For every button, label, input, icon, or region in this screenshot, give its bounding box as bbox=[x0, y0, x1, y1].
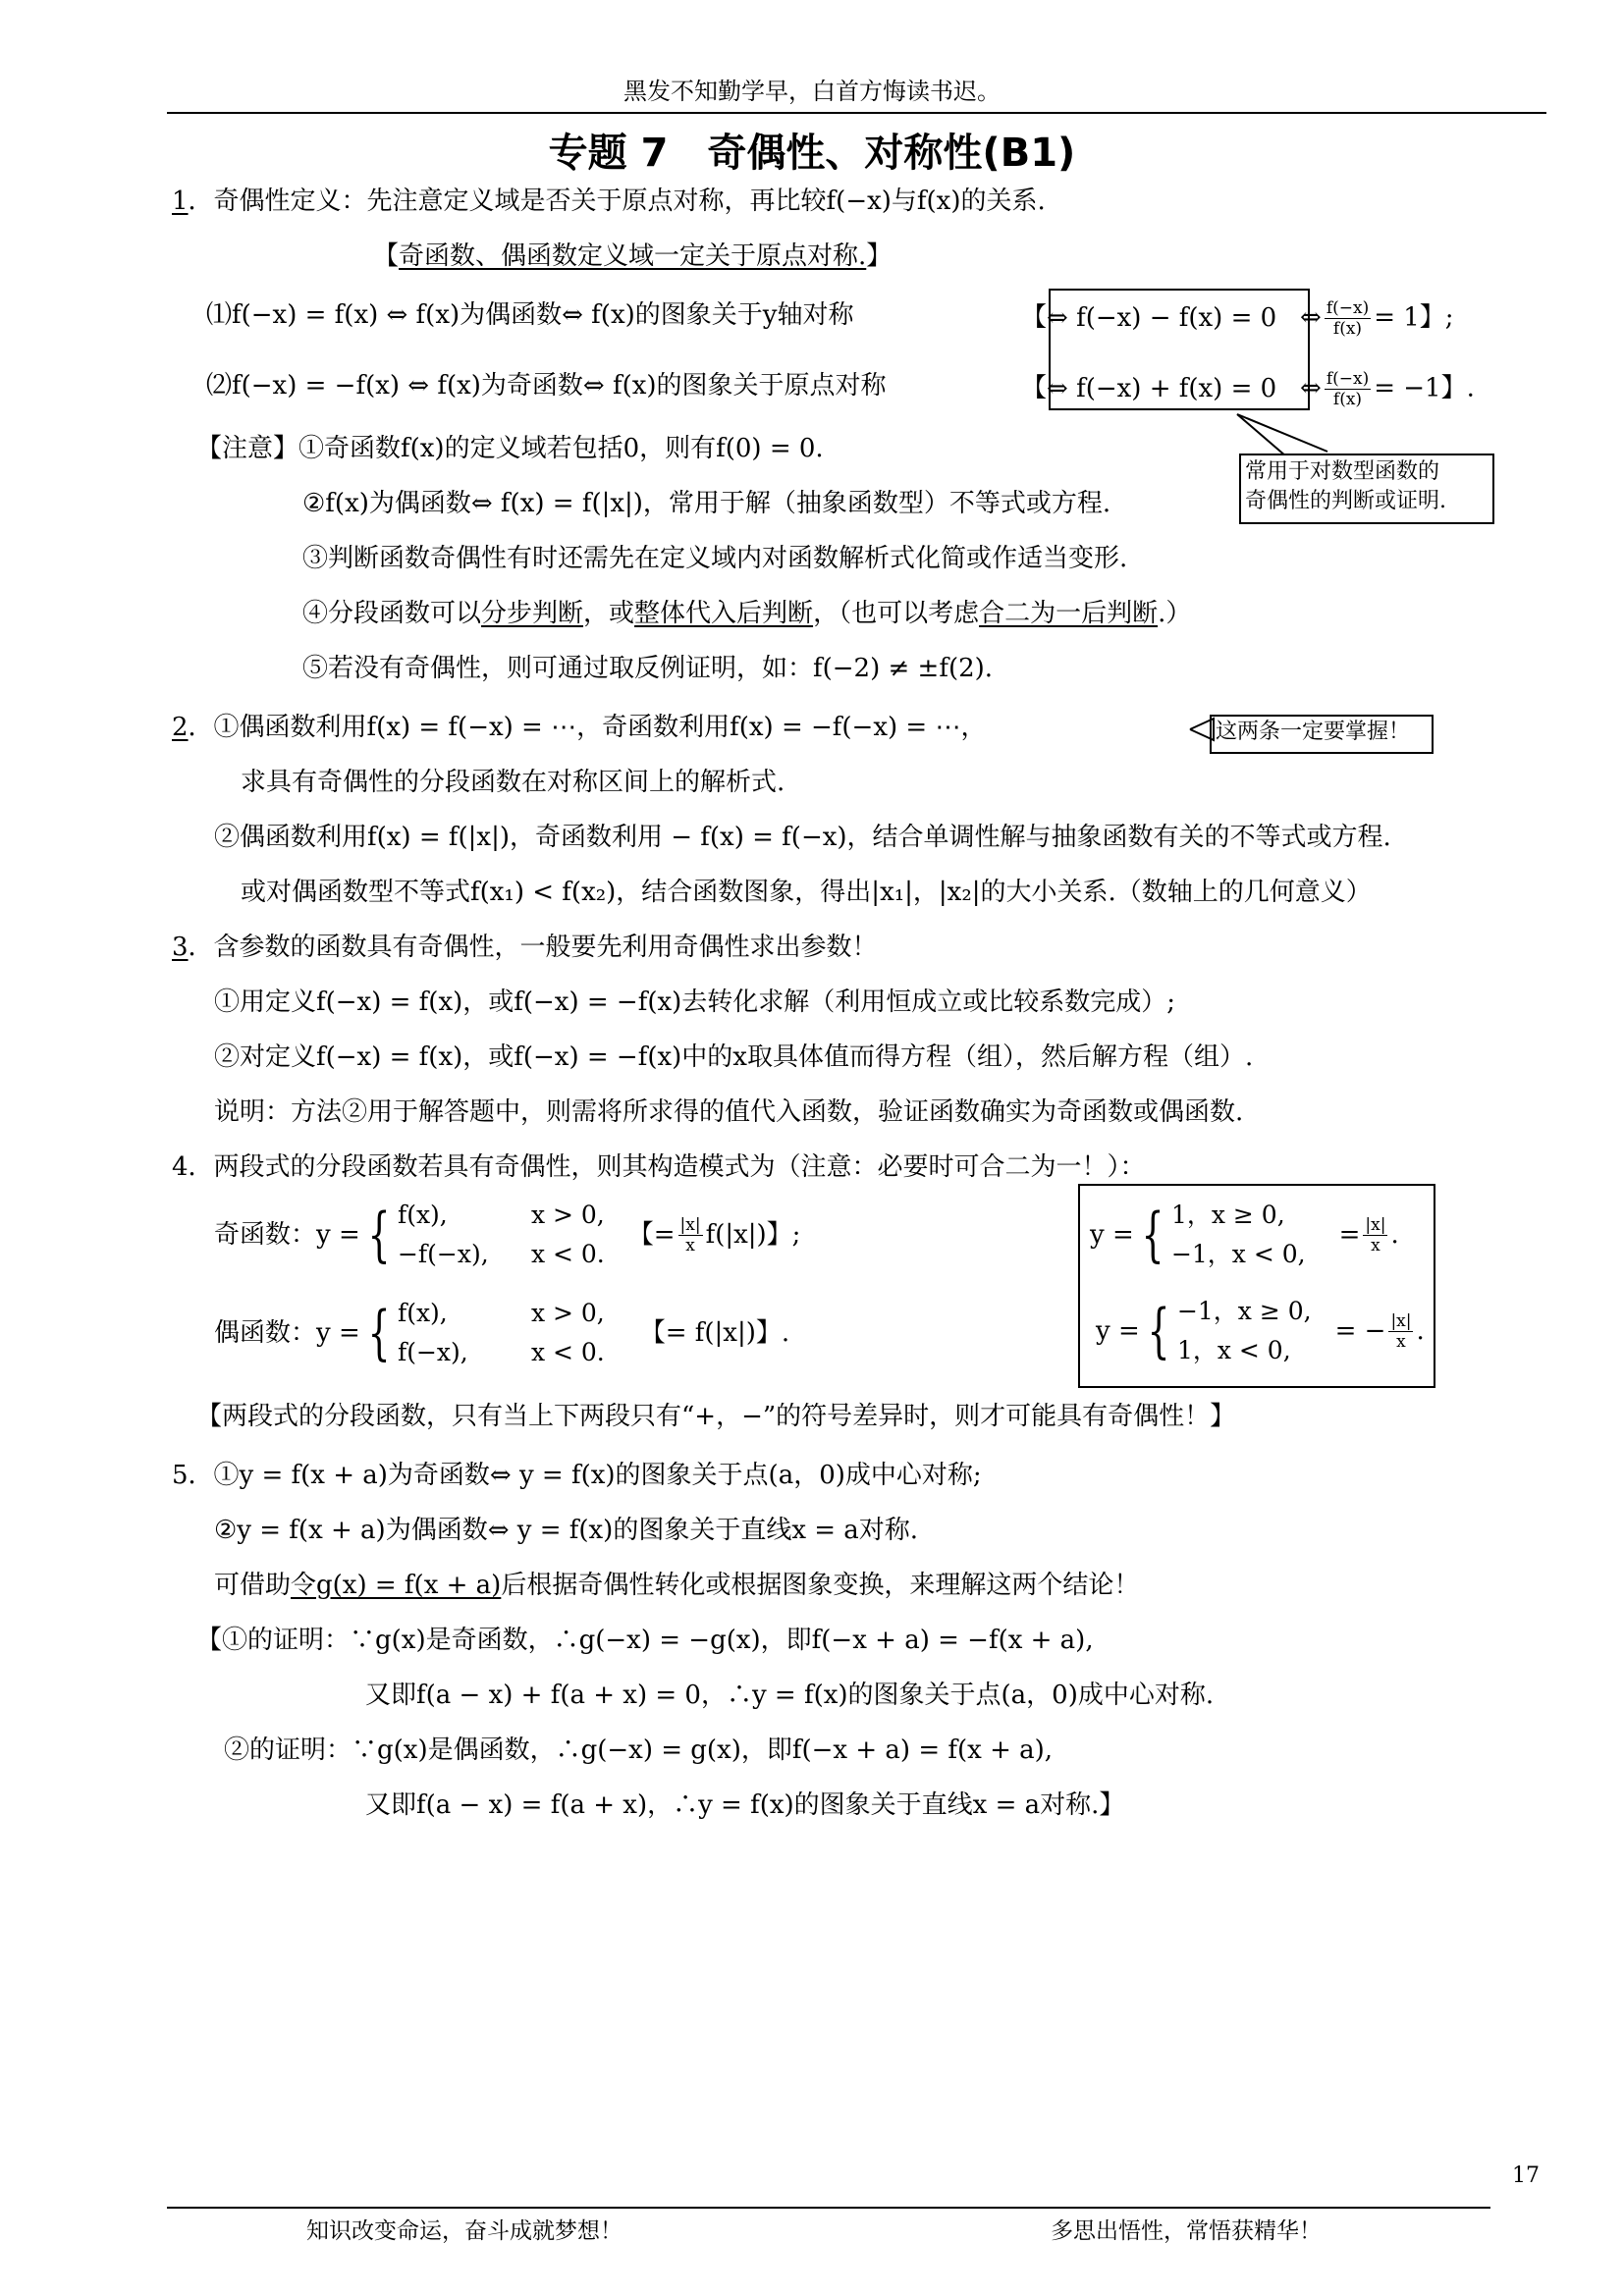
proof-1-line-2: 又即f(a − x) + f(a + x) = 0，∴y = f(x)的图象关于点(a，0)成中心对称. bbox=[365, 1681, 1215, 1710]
proof-1-line-1: 【①的证明：∵g(x)是奇函数，∴g(−x) = −g(x)，即f(−x + a) = −f(x + a), bbox=[196, 1626, 1094, 1655]
callout-line-1: 常用于对数型函数的 bbox=[1245, 459, 1440, 484]
note-2: ②f(x)为偶函数⇔ f(x) = f(|x|)，常用于解（抽象函数型）不等式或方程. bbox=[302, 489, 1111, 518]
sign-piecewise-a: y = { 1，x ≥ 0, −1，x < 0, = $\frac{|x|}{x}$ . bbox=[1090, 1201, 1399, 1269]
section-1-intro: 1．奇偶性定义：先注意定义域是否关于原点对称，再比较f(−x)与f(x)的关系. bbox=[172, 187, 1046, 216]
section-5-line-1: 5．①y = f(x + a)为奇函数⇔ y = f(x)的图象关于点(a，0)成中心对称; bbox=[172, 1461, 982, 1490]
footer-left-motto: 知识改变命运，奋斗成就梦想！ bbox=[306, 2218, 623, 2244]
note-5: ⑤若没有奇偶性，则可通过取反例证明，如：f(−2) ≠ ±f(2). bbox=[302, 654, 994, 683]
domain-note: 【奇函数、偶函数定义域一定关于原点对称.】 bbox=[373, 241, 893, 271]
odd-equivalence: 【⇔ f(−x) + f(x) = 0 ⇔ $\frac{f(-x)}{f(x)}$ = −1】. bbox=[1021, 369, 1475, 409]
sign-piecewise-b: y = { −1，x ≥ 0, 1，x < 0, = − $\frac{|x|}{x}$ . bbox=[1096, 1297, 1425, 1365]
section-number: 2 bbox=[172, 713, 189, 742]
section-4-intro: 4．两段式的分段函数若具有奇偶性，则其构造模式为（注意：必要时可合二为一！）： bbox=[172, 1152, 1146, 1182]
section-number: 1 bbox=[172, 187, 189, 216]
footer-right-motto: 多思出悟性，常悟获精华！ bbox=[1051, 2218, 1322, 2244]
note-3: ③判断函数奇偶性有时还需先在定义域内对函数解析式化简或作适当变形. bbox=[302, 544, 1128, 573]
section-2-line-3: ②偶函数利用f(x) = f(|x|)，奇函数利用 − f(x) = f(−x)，结合单调性解与抽象函数有关的不等式或方程. bbox=[214, 823, 1391, 852]
odd-definition: ⑵f(−x) = −f(x) ⇔ f(x)为奇函数⇔ f(x)的图象关于原点对称 bbox=[206, 371, 887, 400]
section-2-line-4: 或对偶函数型不等式f(x₁) < f(x₂)，结合函数图象，得出|x₁|，|x₂|的大小关系.（数轴上的几何意义） bbox=[241, 878, 1372, 907]
page-number: 17 bbox=[1512, 2163, 1540, 2188]
header-motto: 黑发不知勤学早，白首方悔读书迟。 bbox=[623, 78, 1001, 105]
section-3-line-4: 说明：方法②用于解答题中，则需将所求得的值代入函数，验证函数确实为奇函数或偶函数. bbox=[214, 1097, 1244, 1127]
section-3-line-3: ②对定义f(−x) = f(x)，或f(−x) = −f(x)中的x取具体值而得方程（组），然后解方程（组）. bbox=[214, 1042, 1254, 1072]
even-piecewise: 偶函数：y = { f(x), x > 0, f(−x), x < 0. 【= f(|x|)】. bbox=[214, 1299, 790, 1367]
section-4-remark: 【两段式的分段函数，只有当上下两段只有“+，−”的符号差异时，则才可能具有奇偶性！】 bbox=[196, 1402, 1236, 1431]
section-3-line-2: ①用定义f(−x) = f(x)，或f(−x) = −f(x)去转化求解（利用恒成立或比较系数完成）; bbox=[214, 988, 1176, 1017]
footer-rule bbox=[167, 2207, 1490, 2209]
section-5-line-3: 可借助令g(x) = f(x + a)后根据奇偶性转化或根据图象变换，来理解这两个结论！ bbox=[214, 1571, 1140, 1600]
tip-text: 这两条一定要掌握！ bbox=[1216, 720, 1411, 744]
proof-2-line-2: 又即f(a − x) = f(a + x)，∴y = f(x)的图象关于直线x = a对称.】 bbox=[365, 1790, 1125, 1820]
even-definition: ⑴f(−x) = f(x) ⇔ f(x)为偶函数⇔ f(x)的图象关于y轴对称 bbox=[206, 300, 854, 330]
section-2-line-1: 2．①偶函数利用f(x) = f(−x) = ⋯，奇函数利用f(x) = −f(−x) = ⋯， bbox=[172, 713, 987, 742]
odd-piecewise: 奇函数：y = { f(x), x > 0, −f(−x), x < 0. 【= $\frac{|x|}{x}$ f(|x|)】; bbox=[214, 1201, 801, 1269]
header-rule bbox=[167, 112, 1546, 114]
page-title: 专题 7 奇偶性、对称性(B1) bbox=[548, 131, 1076, 176]
proof-2-line-1: ②的证明：∵g(x)是偶函数，∴g(−x) = g(x)，即f(−x + a) = f(x + a), bbox=[224, 1735, 1054, 1765]
note-4: ④分段函数可以分步判断，或整体代入后判断，（也可以考虑合二为一后判断.） bbox=[302, 599, 1192, 628]
section-5-line-2: ②y = f(x + a)为偶函数⇔ y = f(x)的图象关于直线x = a对称. bbox=[214, 1516, 919, 1545]
even-equivalence: 【⇔ f(−x) − f(x) = 0 ⇔ $\frac{f(-x)}{f(x)}$ = 1】; bbox=[1021, 298, 1454, 339]
section-3-line-1: 3．含参数的函数具有奇偶性，一般要先利用奇偶性求出参数！ bbox=[172, 933, 878, 962]
section-2-line-2: 求具有奇偶性的分段函数在对称区间上的解析式. bbox=[241, 768, 785, 797]
callout-line-2: 奇偶性的判断或证明. bbox=[1245, 489, 1446, 513]
section-number: 3 bbox=[172, 933, 189, 962]
note-1: 【注意】①奇函数f(x)的定义域若包括0，则有f(0) = 0. bbox=[196, 434, 824, 463]
